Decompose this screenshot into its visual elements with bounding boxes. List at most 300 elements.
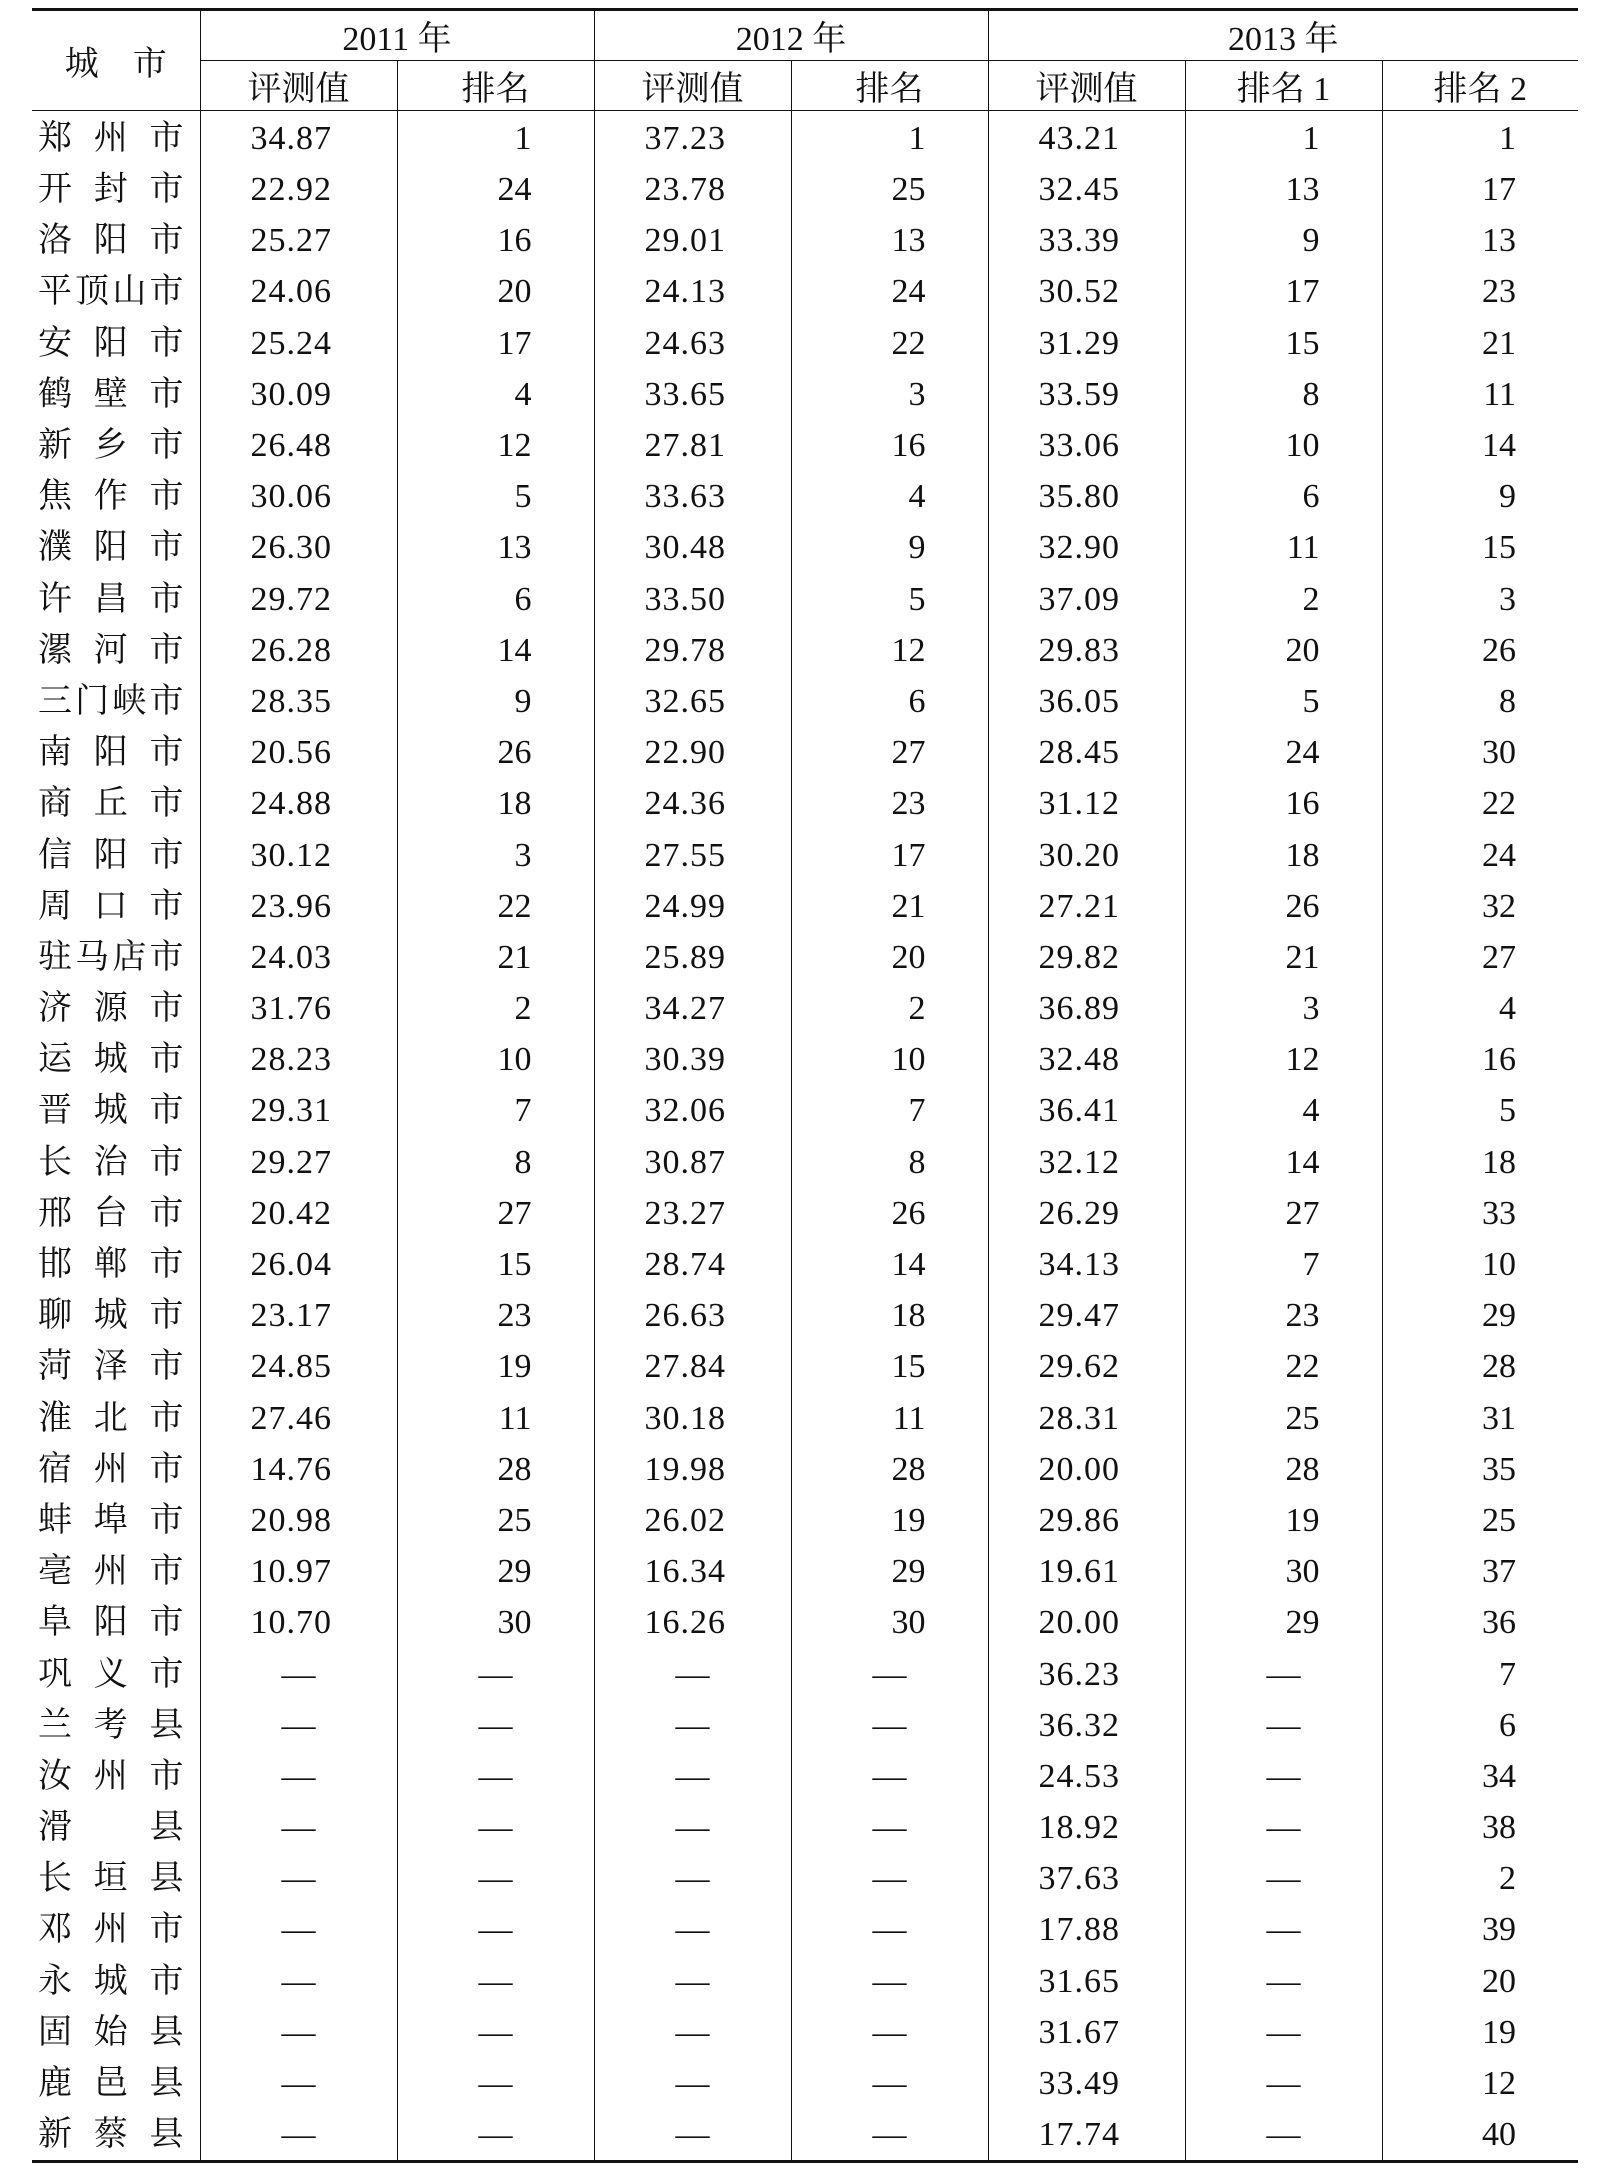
rank2-2013-cell: 3 <box>1382 574 1578 625</box>
value-2012-cell: 16.26 <box>594 1597 791 1648</box>
rank2-2013-cell: 26 <box>1382 625 1578 676</box>
rank-2011-cell: 17 <box>397 318 594 369</box>
value-2013-cell: 36.23 <box>988 1648 1185 1699</box>
rank-2012-cell: 15 <box>791 1341 988 1392</box>
value-2012-cell: 30.39 <box>594 1034 791 1085</box>
table-row <box>32 1393 1578 1444</box>
city-name-cell: 许昌市 <box>38 580 184 618</box>
city-name-cell: 菏泽市 <box>38 1348 184 1386</box>
rank-2012-cell: — <box>791 1904 988 1955</box>
rank-2011-cell: — <box>397 2058 594 2109</box>
rank1-2013-cell: — <box>1185 1648 1382 1699</box>
rank-2011-cell: 29 <box>397 1546 594 1597</box>
rank-2011-cell: 14 <box>397 625 594 676</box>
value-2011-cell: — <box>200 2058 397 2109</box>
rank-2012-cell: — <box>791 1751 988 1802</box>
value-2011-cell: 27.46 <box>200 1393 397 1444</box>
rank2-2013-cell: 37 <box>1382 1546 1578 1597</box>
rank2-2013-cell: 12 <box>1382 2058 1578 2109</box>
value-2013-cell: 36.89 <box>988 983 1185 1034</box>
value-2011-cell: — <box>200 1853 397 1904</box>
rank-2011-cell: 1 <box>397 111 594 165</box>
value-2011-cell: 24.06 <box>200 266 397 317</box>
rank2-2013-cell: 1 <box>1382 111 1578 165</box>
rank-2012-cell: 10 <box>791 1034 988 1085</box>
value-2013-cell: 32.48 <box>988 1034 1185 1085</box>
table-row <box>32 1546 1578 1597</box>
rank2-2013-cell: 36 <box>1382 1597 1578 1648</box>
rank1-2013-cell: — <box>1185 2007 1382 2058</box>
rank1-2013-cell: 24 <box>1185 727 1382 778</box>
table-row <box>32 574 1578 625</box>
rank-2011-cell: 21 <box>397 932 594 983</box>
city-name-cell: 邯郸市 <box>38 1246 184 1284</box>
rank-2011-cell: — <box>397 1904 594 1955</box>
city-name-cell: 三门峡市 <box>38 682 184 720</box>
value-2011-cell: 34.87 <box>200 111 397 165</box>
rank-2012-cell: 26 <box>791 1188 988 1239</box>
value-2011-cell: — <box>200 1648 397 1699</box>
rank-2012-cell: 4 <box>791 471 988 522</box>
city-name-cell: 焦作市 <box>38 478 184 516</box>
value-2012-cell: 29.78 <box>594 625 791 676</box>
rank2-2013-cell: 6 <box>1382 1700 1578 1751</box>
rank1-2013-cell: 28 <box>1185 1444 1382 1495</box>
rank1-2013-cell: 22 <box>1185 1341 1382 1392</box>
city-evaluation-table <box>32 8 1578 2163</box>
value-2013-cell: 20.00 <box>988 1444 1185 1495</box>
rank-2011-cell: 25 <box>397 1495 594 1546</box>
rank1-2013-cell: 3 <box>1185 983 1382 1034</box>
rank1-2013-cell: — <box>1185 1853 1382 1904</box>
rank1-2013-cell: — <box>1185 2058 1382 2109</box>
table-row <box>32 2109 1578 2162</box>
rank-2011-cell: — <box>397 1751 594 1802</box>
value-2012-cell: 24.13 <box>594 266 791 317</box>
rank1-2013-cell: 19 <box>1185 1495 1382 1546</box>
value-2012-cell: — <box>594 1751 791 1802</box>
rank-header-2011: 排名 <box>397 61 594 111</box>
value-2013-cell: 31.67 <box>988 2007 1185 2058</box>
rank2-2013-cell: 13 <box>1382 215 1578 266</box>
rank1-2013-cell: 10 <box>1185 420 1382 471</box>
rank-2012-cell: 1 <box>791 111 988 165</box>
rank2-2013-cell: 40 <box>1382 2109 1578 2162</box>
rank-2012-cell: — <box>791 1956 988 2007</box>
rank-2012-cell: — <box>791 2007 988 2058</box>
value-2012-cell: 26.02 <box>594 1495 791 1546</box>
value-2012-cell: 27.84 <box>594 1341 791 1392</box>
rank1-2013-cell: 13 <box>1185 164 1382 215</box>
value-2013-cell: 43.21 <box>988 111 1185 165</box>
rank2-2013-cell: 35 <box>1382 1444 1578 1495</box>
rank1-2013-cell: 1 <box>1185 111 1382 165</box>
rank1-2013-cell: — <box>1185 1700 1382 1751</box>
table-row <box>32 471 1578 522</box>
value-2013-cell: 26.29 <box>988 1188 1185 1239</box>
value-2011-cell: 20.42 <box>200 1188 397 1239</box>
rank-2012-cell: 3 <box>791 369 988 420</box>
table-row <box>32 266 1578 317</box>
rank1-header-2013: 排名 1 <box>1185 61 1382 111</box>
rank2-2013-cell: 31 <box>1382 1393 1578 1444</box>
value-2012-cell: 24.63 <box>594 318 791 369</box>
rank2-2013-cell: 7 <box>1382 1648 1578 1699</box>
rank2-2013-cell: 39 <box>1382 1904 1578 1955</box>
rank2-2013-cell: 14 <box>1382 420 1578 471</box>
value-2011-cell: 30.06 <box>200 471 397 522</box>
rank2-2013-cell: 5 <box>1382 1085 1578 1136</box>
rank2-2013-cell: 30 <box>1382 727 1578 778</box>
value-2013-cell: 33.59 <box>988 369 1185 420</box>
city-name-cell: 郑州市 <box>38 120 184 157</box>
value-2012-cell: 32.06 <box>594 1085 791 1136</box>
value-2011-cell: 23.17 <box>200 1290 397 1341</box>
rank-2012-cell: 28 <box>791 1444 988 1495</box>
value-2012-cell: — <box>594 2109 791 2162</box>
rank2-2013-cell: 29 <box>1382 1290 1578 1341</box>
table-row <box>32 676 1578 727</box>
rank1-2013-cell: 6 <box>1185 471 1382 522</box>
rank-header-2012: 排名 <box>791 61 988 111</box>
rank2-2013-cell: 32 <box>1382 881 1578 932</box>
rank-2011-cell: 20 <box>397 266 594 317</box>
city-name-cell: 巩义市 <box>38 1655 184 1693</box>
value-2012-cell: 25.89 <box>594 932 791 983</box>
table-header <box>32 10 1578 111</box>
table-row <box>32 318 1578 369</box>
rank-2012-cell: — <box>791 1802 988 1853</box>
rank-2011-cell: 2 <box>397 983 594 1034</box>
rank-2011-cell: — <box>397 1802 594 1853</box>
rank1-2013-cell: 27 <box>1185 1188 1382 1239</box>
value-2013-cell: 34.13 <box>988 1239 1185 1290</box>
value-2013-cell: 30.52 <box>988 266 1185 317</box>
value-2013-cell: 32.90 <box>988 522 1185 573</box>
city-name-cell: 漯河市 <box>38 631 184 669</box>
rank2-2013-cell: 2 <box>1382 1853 1578 1904</box>
table-row <box>32 1085 1578 1136</box>
value-2012-cell: 37.23 <box>594 111 791 165</box>
value-2013-cell: 29.83 <box>988 625 1185 676</box>
rank2-2013-cell: 20 <box>1382 1956 1578 2007</box>
value-2013-cell: 29.47 <box>988 1290 1185 1341</box>
rank-2011-cell: 28 <box>397 1444 594 1495</box>
rank1-2013-cell: 29 <box>1185 1597 1382 1648</box>
table-row <box>32 420 1578 471</box>
value-2012-cell: — <box>594 1700 791 1751</box>
value-2011-cell: 29.31 <box>200 1085 397 1136</box>
value-2013-cell: 32.45 <box>988 164 1185 215</box>
rank-2011-cell: — <box>397 1853 594 1904</box>
rank-2011-cell: 7 <box>397 1085 594 1136</box>
table-row <box>32 164 1578 215</box>
table-row <box>32 1700 1578 1751</box>
value-2011-cell: 31.76 <box>200 983 397 1034</box>
value-2011-cell: 26.28 <box>200 625 397 676</box>
value-2011-cell: — <box>200 2109 397 2162</box>
city-name-cell: 濮阳市 <box>38 529 184 567</box>
value-2013-cell: 33.39 <box>988 215 1185 266</box>
value-2012-cell: 22.90 <box>594 727 791 778</box>
value-2013-cell: 17.88 <box>988 1904 1185 1955</box>
rank-2012-cell: 8 <box>791 1137 988 1188</box>
rank2-2013-cell: 19 <box>1382 2007 1578 2058</box>
rank1-2013-cell: 16 <box>1185 778 1382 829</box>
value-2012-cell: 33.50 <box>594 574 791 625</box>
value-2013-cell: 20.00 <box>988 1597 1185 1648</box>
rank-2012-cell: — <box>791 2109 988 2162</box>
rank-2011-cell: 11 <box>397 1393 594 1444</box>
rank-2011-cell: 16 <box>397 215 594 266</box>
table-row <box>32 1802 1578 1853</box>
rank-2012-cell: 30 <box>791 1597 988 1648</box>
table-row <box>32 111 1578 165</box>
value-2012-cell: — <box>594 1853 791 1904</box>
rank1-2013-cell: 20 <box>1185 625 1382 676</box>
value-2011-cell: — <box>200 1700 397 1751</box>
value-2013-cell: 29.82 <box>988 932 1185 983</box>
value-2012-cell: 28.74 <box>594 1239 791 1290</box>
city-name-cell: 兰考县 <box>38 1706 184 1744</box>
value-2013-cell: 31.29 <box>988 318 1185 369</box>
value-2012-cell: — <box>594 2058 791 2109</box>
rank1-2013-cell: 9 <box>1185 215 1382 266</box>
rank2-2013-cell: 25 <box>1382 1495 1578 1546</box>
rank1-2013-cell: 7 <box>1185 1239 1382 1290</box>
rank-2012-cell: 25 <box>791 164 988 215</box>
value-2012-cell: 33.63 <box>594 471 791 522</box>
value-2012-cell: 27.55 <box>594 829 791 880</box>
rank1-2013-cell: — <box>1185 1904 1382 1955</box>
rank-2011-cell: — <box>397 1648 594 1699</box>
value-2013-cell: 30.20 <box>988 829 1185 880</box>
rank1-2013-cell: 25 <box>1185 1393 1382 1444</box>
value-2011-cell: — <box>200 1751 397 1802</box>
rank1-2013-cell: 18 <box>1185 829 1382 880</box>
value-2011-cell: 28.35 <box>200 676 397 727</box>
rank1-2013-cell: — <box>1185 1802 1382 1853</box>
city-name-cell: 固始县 <box>38 2013 184 2051</box>
rank-2011-cell: 27 <box>397 1188 594 1239</box>
value-2013-cell: 31.65 <box>988 1956 1185 2007</box>
rank-2011-cell: 24 <box>397 164 594 215</box>
rank2-2013-cell: 38 <box>1382 1802 1578 1853</box>
value-2013-cell: 35.80 <box>988 471 1185 522</box>
rank1-2013-cell: — <box>1185 1956 1382 2007</box>
value-2013-cell: 37.63 <box>988 1853 1185 1904</box>
rank-2012-cell: 21 <box>791 881 988 932</box>
rank2-2013-cell: 16 <box>1382 1034 1578 1085</box>
city-name-cell: 淮北市 <box>38 1399 184 1437</box>
rank1-2013-cell: 14 <box>1185 1137 1382 1188</box>
value-2013-cell: 33.06 <box>988 420 1185 471</box>
city-name-cell: 周口市 <box>38 887 184 925</box>
rank-2011-cell: 30 <box>397 1597 594 1648</box>
rank1-2013-cell: 11 <box>1185 522 1382 573</box>
city-name-cell: 新蔡县 <box>38 2116 184 2154</box>
value-header-2013: 评测值 <box>988 61 1185 111</box>
city-name-cell: 驻马店市 <box>38 938 184 976</box>
rank-2011-cell: — <box>397 1956 594 2007</box>
rank2-2013-cell: 23 <box>1382 266 1578 317</box>
city-name-cell: 永城市 <box>38 1962 184 2000</box>
rank1-2013-cell: 4 <box>1185 1085 1382 1136</box>
value-2011-cell: 26.30 <box>200 522 397 573</box>
city-name-cell: 鹤壁市 <box>38 375 184 413</box>
table-row <box>32 1956 1578 2007</box>
value-2013-cell: 36.32 <box>988 1700 1185 1751</box>
table-row <box>32 983 1578 1034</box>
city-name-cell: 新乡市 <box>38 427 184 465</box>
rank1-2013-cell: — <box>1185 1751 1382 1802</box>
rank-2012-cell: 14 <box>791 1239 988 1290</box>
value-2011-cell: — <box>200 2007 397 2058</box>
rank-2012-cell: 17 <box>791 829 988 880</box>
value-2013-cell: 24.53 <box>988 1751 1185 1802</box>
value-2012-cell: 30.87 <box>594 1137 791 1188</box>
value-2013-cell: 36.05 <box>988 676 1185 727</box>
value-2012-cell: 33.65 <box>594 369 791 420</box>
value-2013-cell: 37.09 <box>988 574 1185 625</box>
value-2012-cell: — <box>594 1904 791 1955</box>
value-2011-cell: 26.04 <box>200 1239 397 1290</box>
city-name-cell: 晋城市 <box>38 1092 184 1130</box>
table-row <box>32 727 1578 778</box>
city-name-cell: 鹿邑县 <box>38 2065 184 2103</box>
value-2011-cell: 10.97 <box>200 1546 397 1597</box>
value-2012-cell: 27.81 <box>594 420 791 471</box>
rank2-2013-cell: 4 <box>1382 983 1578 1034</box>
value-2012-cell: 23.78 <box>594 164 791 215</box>
rank2-2013-cell: 21 <box>1382 318 1578 369</box>
value-2013-cell: 29.62 <box>988 1341 1185 1392</box>
table-row <box>32 1904 1578 1955</box>
value-2013-cell: 29.86 <box>988 1495 1185 1546</box>
table-row <box>32 1495 1578 1546</box>
value-2011-cell: 26.48 <box>200 420 397 471</box>
rank-2012-cell: 13 <box>791 215 988 266</box>
rank1-2013-cell: 26 <box>1185 881 1382 932</box>
year-header-2011: 2011 年 <box>200 10 594 61</box>
city-column-header: 城 市 <box>32 10 200 111</box>
value-2011-cell: 25.24 <box>200 318 397 369</box>
value-2012-cell: 19.98 <box>594 1444 791 1495</box>
value-2013-cell: 31.12 <box>988 778 1185 829</box>
header-row-years <box>32 10 1578 61</box>
city-name-cell: 滑县 <box>38 1809 184 1847</box>
table-row <box>32 1188 1578 1239</box>
value-2012-cell: 30.18 <box>594 1393 791 1444</box>
value-2011-cell: 10.70 <box>200 1597 397 1648</box>
table-row <box>32 625 1578 676</box>
rank-2012-cell: 29 <box>791 1546 988 1597</box>
rank1-2013-cell: 15 <box>1185 318 1382 369</box>
rank1-2013-cell: — <box>1185 2109 1382 2162</box>
rank-2012-cell: 5 <box>791 574 988 625</box>
rank2-2013-cell: 11 <box>1382 369 1578 420</box>
city-name-cell: 平顶山市 <box>38 273 184 311</box>
value-2011-cell: — <box>200 1956 397 2007</box>
rank-2012-cell: — <box>791 1853 988 1904</box>
table-row <box>32 369 1578 420</box>
table-row <box>32 1751 1578 1802</box>
rank-2011-cell: 19 <box>397 1341 594 1392</box>
rank-2011-cell: 22 <box>397 881 594 932</box>
value-2013-cell: 19.61 <box>988 1546 1185 1597</box>
rank-2011-cell: 13 <box>397 522 594 573</box>
table-row <box>32 215 1578 266</box>
rank-2011-cell: 6 <box>397 574 594 625</box>
city-name-cell: 邢台市 <box>38 1194 184 1232</box>
value-2011-cell: 14.76 <box>200 1444 397 1495</box>
rank1-2013-cell: 17 <box>1185 266 1382 317</box>
rank2-2013-cell: 10 <box>1382 1239 1578 1290</box>
value-2011-cell: 30.12 <box>200 829 397 880</box>
table-body <box>32 111 1578 2162</box>
rank-2012-cell: 24 <box>791 266 988 317</box>
value-2011-cell: 24.88 <box>200 778 397 829</box>
table-row <box>32 2007 1578 2058</box>
rank2-2013-cell: 17 <box>1382 164 1578 215</box>
value-2013-cell: 28.45 <box>988 727 1185 778</box>
city-name-cell: 信阳市 <box>38 836 184 874</box>
table-row <box>32 522 1578 573</box>
value-2011-cell: 22.92 <box>200 164 397 215</box>
value-2011-cell: 23.96 <box>200 881 397 932</box>
table-row <box>32 2058 1578 2109</box>
value-2011-cell: 24.85 <box>200 1341 397 1392</box>
rank-2011-cell: 3 <box>397 829 594 880</box>
city-name-cell: 阜阳市 <box>38 1604 184 1642</box>
value-2013-cell: 36.41 <box>988 1085 1185 1136</box>
rank2-2013-cell: 33 <box>1382 1188 1578 1239</box>
table-row <box>32 1444 1578 1495</box>
value-2013-cell: 18.92 <box>988 1802 1185 1853</box>
rank2-2013-cell: 34 <box>1382 1751 1578 1802</box>
city-name-cell: 运城市 <box>38 1041 184 1079</box>
value-2013-cell: 17.74 <box>988 2109 1185 2162</box>
table-row <box>32 778 1578 829</box>
rank2-2013-cell: 9 <box>1382 471 1578 522</box>
value-2013-cell: 33.49 <box>988 2058 1185 2109</box>
header-row-metrics <box>32 61 1578 111</box>
rank-2011-cell: 10 <box>397 1034 594 1085</box>
rank-2012-cell: — <box>791 1700 988 1751</box>
rank2-2013-cell: 15 <box>1382 522 1578 573</box>
city-name-cell: 汝州市 <box>38 1757 184 1795</box>
city-name-cell: 济源市 <box>38 990 184 1028</box>
city-name-cell: 亳州市 <box>38 1553 184 1591</box>
rank1-2013-cell: 5 <box>1185 676 1382 727</box>
value-2011-cell: 25.27 <box>200 215 397 266</box>
value-2013-cell: 28.31 <box>988 1393 1185 1444</box>
rank-2011-cell: 5 <box>397 471 594 522</box>
rank-2012-cell: 7 <box>791 1085 988 1136</box>
rank-2012-cell: 23 <box>791 778 988 829</box>
value-2012-cell: — <box>594 1956 791 2007</box>
year-header-2013: 2013 年 <box>988 10 1578 61</box>
value-2012-cell: 24.36 <box>594 778 791 829</box>
table-row <box>32 932 1578 983</box>
city-name-cell: 商丘市 <box>38 785 184 823</box>
rank2-2013-cell: 22 <box>1382 778 1578 829</box>
rank-2011-cell: 4 <box>397 369 594 420</box>
table-row <box>32 1034 1578 1085</box>
rank-2012-cell: — <box>791 2058 988 2109</box>
value-2012-cell: 32.65 <box>594 676 791 727</box>
rank-2011-cell: 12 <box>397 420 594 471</box>
